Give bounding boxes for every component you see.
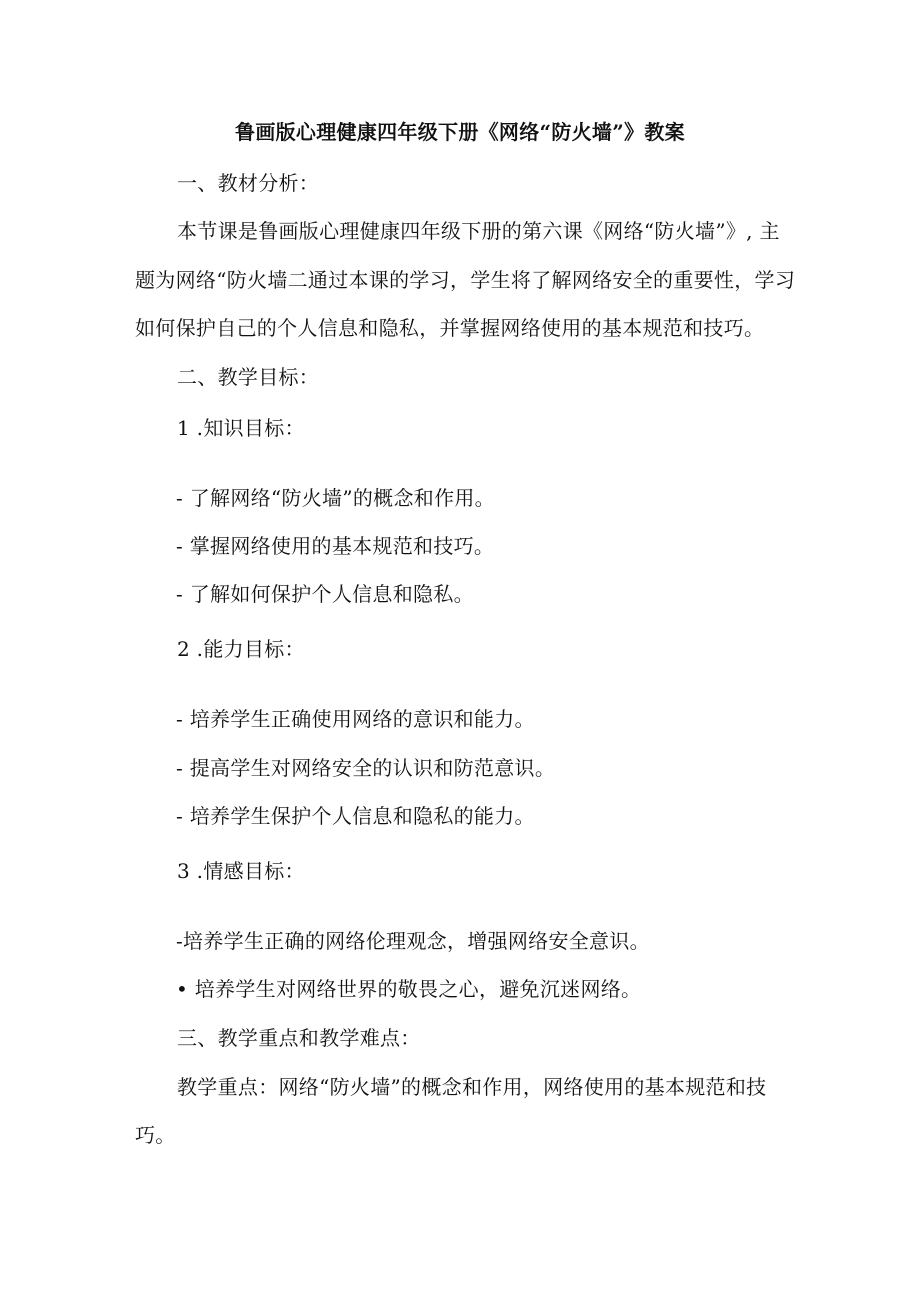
list-item: - 培养学生正确使用网络的意识和能力。 — [176, 707, 535, 731]
goal-heading-ability: 2 .能力目标： — [177, 637, 305, 661]
paragraph-line: 巧。 — [135, 1123, 176, 1147]
list-item: - 提高学生对网络安全的认识和防范意识。 — [176, 756, 556, 780]
document-title: 鲁画版心理健康四年级下册《网络“防火墙”》教案 — [235, 120, 685, 144]
goal-heading-knowledge: 1 .知识目标： — [177, 416, 305, 440]
list-item: - 掌握网络使用的基本规范和技巧。 — [176, 534, 495, 558]
goal-heading-emotion: 3 .情感目标： — [177, 859, 305, 883]
section-heading-textbook-analysis: 一、教材分析： — [177, 171, 320, 195]
list-item: • 培养学生对网络世界的敬畏之心，避免沉迷网络。 — [176, 977, 642, 1001]
section-heading-key-points: 三、教学重点和教学难点： — [177, 1026, 421, 1050]
paragraph-line: 题为网络“防火墙二通过本课的学习，学生将了解网络安全的重要性，学习 — [135, 268, 796, 292]
paragraph-line: 教学重点：网络“防火墙”的概念和作用，网络使用的基本规范和技 — [177, 1075, 767, 1099]
paragraph-line: 本节课是鲁画版心理健康四年级下册的第六课《网络“防火墙”》, 主 — [177, 219, 780, 243]
list-item: -培养学生正确的网络伦理观念，增强网络安全意识。 — [176, 929, 650, 953]
section-heading-teaching-goals: 二、教学目标： — [177, 365, 320, 389]
list-item: - 了解如何保护个人信息和隐私。 — [176, 582, 474, 606]
list-item: - 培养学生保护个人信息和隐私的能力。 — [176, 804, 535, 828]
list-item: - 了解网络“防火墙”的概念和作用。 — [176, 486, 495, 510]
paragraph-line: 如何保护自己的个人信息和隐私，并掌握网络使用的基本规范和技巧。 — [135, 316, 765, 340]
